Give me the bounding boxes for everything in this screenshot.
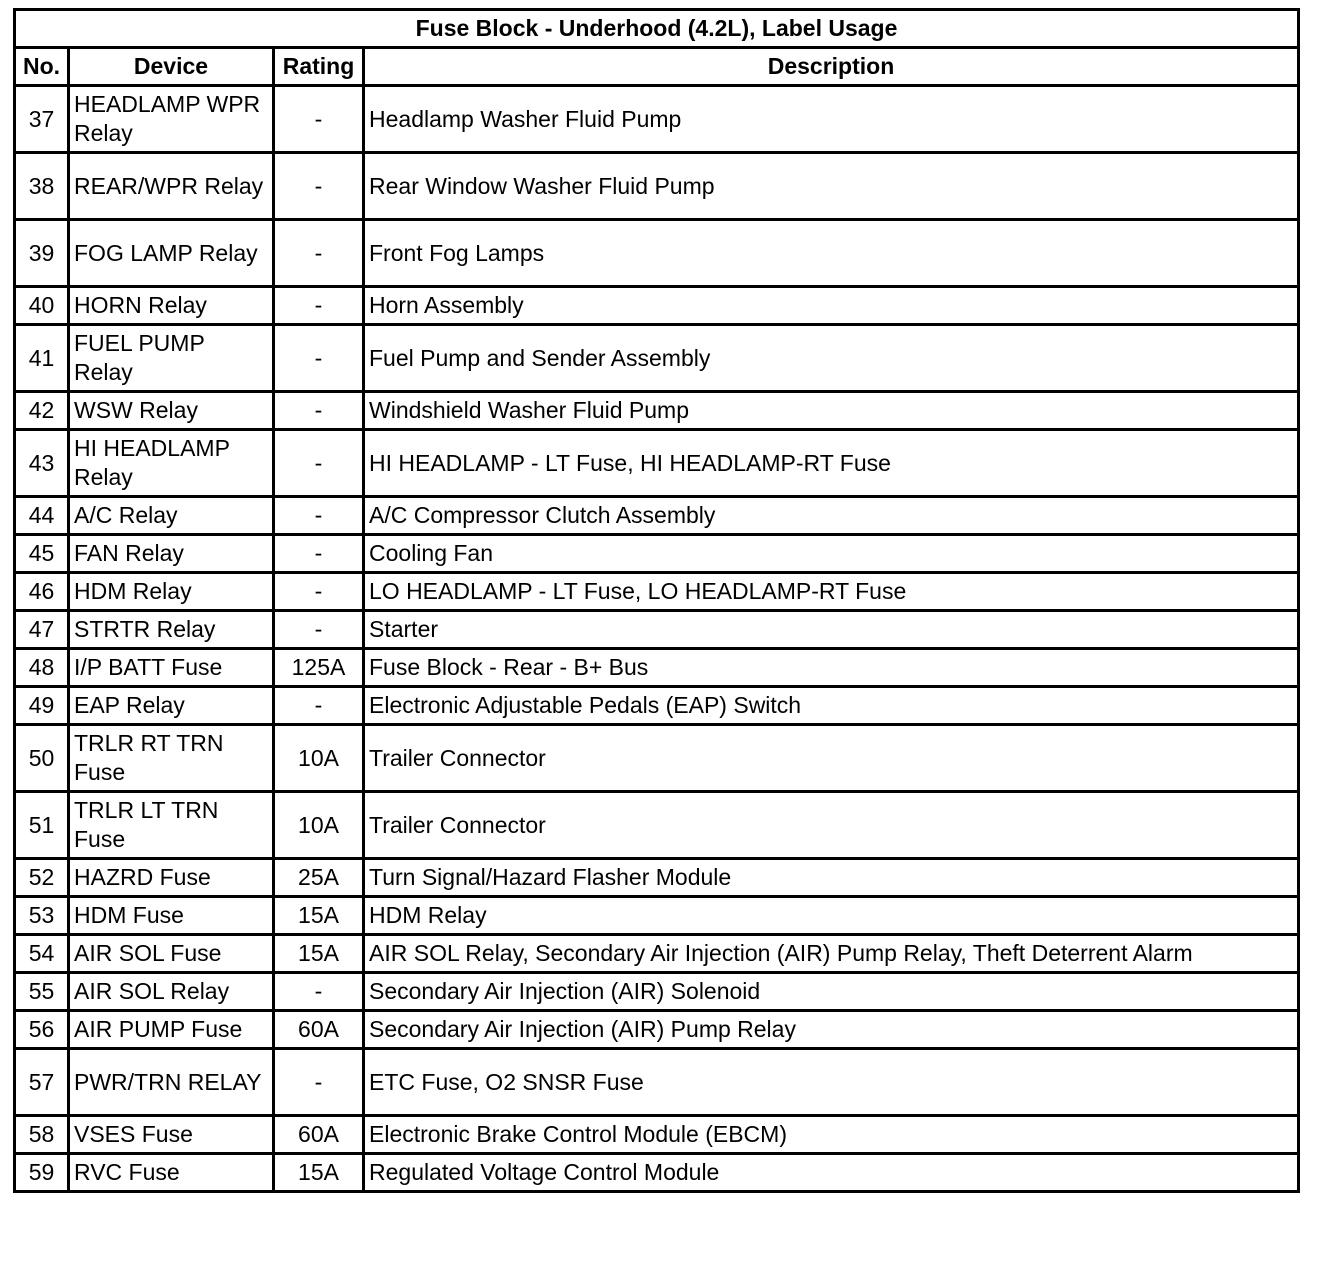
- cell-device: HAZRD Fuse: [69, 859, 274, 897]
- cell-description: Windshield Washer Fluid Pump: [364, 392, 1299, 430]
- fuse-table: [13, 8, 1300, 1193]
- cell-rating: 60A: [274, 1116, 364, 1154]
- cell-description: Starter: [364, 611, 1299, 649]
- cell-device: FOG LAMP Relay: [69, 220, 274, 287]
- cell-description: Electronic Brake Control Module (EBCM): [364, 1116, 1299, 1154]
- cell-no: 43: [15, 430, 69, 497]
- cell-no: 37: [15, 86, 69, 153]
- cell-no: 42: [15, 392, 69, 430]
- cell-device: REAR/WPR Relay: [69, 153, 274, 220]
- cell-device: RVC Fuse: [69, 1154, 274, 1192]
- cell-no: 44: [15, 497, 69, 535]
- cell-description: Headlamp Washer Fluid Pump: [364, 86, 1299, 153]
- cell-rating: -: [274, 973, 364, 1011]
- cell-device: TRLR RT TRN Fuse: [69, 725, 274, 792]
- table-row: [15, 535, 1299, 573]
- cell-description: Secondary Air Injection (AIR) Pump Relay: [364, 1011, 1299, 1049]
- header-description: Description: [364, 48, 1299, 86]
- table-row: [15, 573, 1299, 611]
- cell-rating: -: [274, 430, 364, 497]
- cell-description: Trailer Connector: [364, 792, 1299, 859]
- cell-no: 52: [15, 859, 69, 897]
- cell-description: A/C Compressor Clutch Assembly: [364, 497, 1299, 535]
- cell-no: 50: [15, 725, 69, 792]
- cell-rating: 15A: [274, 897, 364, 935]
- table-row: [15, 392, 1299, 430]
- cell-no: 54: [15, 935, 69, 973]
- cell-description: Fuse Block - Rear - B+ Bus: [364, 649, 1299, 687]
- table-row: [15, 1049, 1299, 1116]
- cell-no: 56: [15, 1011, 69, 1049]
- cell-no: 38: [15, 153, 69, 220]
- table-row: [15, 649, 1299, 687]
- cell-no: 58: [15, 1116, 69, 1154]
- cell-rating: -: [274, 1049, 364, 1116]
- cell-device: AIR SOL Relay: [69, 973, 274, 1011]
- cell-description: LO HEADLAMP - LT Fuse, LO HEADLAMP-RT Fuse: [364, 573, 1299, 611]
- cell-rating: 25A: [274, 859, 364, 897]
- cell-description: Cooling Fan: [364, 535, 1299, 573]
- cell-description: Rear Window Washer Fluid Pump: [364, 153, 1299, 220]
- table-row: [15, 897, 1299, 935]
- table-row: [15, 497, 1299, 535]
- cell-device: HDM Fuse: [69, 897, 274, 935]
- table-row: [15, 792, 1299, 859]
- cell-no: 55: [15, 973, 69, 1011]
- cell-device: A/C Relay: [69, 497, 274, 535]
- cell-rating: -: [274, 220, 364, 287]
- cell-rating: -: [274, 153, 364, 220]
- cell-no: 45: [15, 535, 69, 573]
- cell-rating: -: [274, 535, 364, 573]
- table-row: [15, 220, 1299, 287]
- table-title: Fuse Block - Underhood (4.2L), Label Usage: [15, 10, 1299, 48]
- cell-description: AIR SOL Relay, Secondary Air Injection (AIR) Pump Relay, Theft Deterrent Alarm: [364, 935, 1299, 973]
- cell-no: 53: [15, 897, 69, 935]
- cell-no: 51: [15, 792, 69, 859]
- cell-device: HI HEADLAMP Relay: [69, 430, 274, 497]
- cell-rating: -: [274, 497, 364, 535]
- cell-device: STRTR Relay: [69, 611, 274, 649]
- table-row: [15, 859, 1299, 897]
- header-no: No.: [15, 48, 69, 86]
- cell-description: Trailer Connector: [364, 725, 1299, 792]
- cell-device: AIR SOL Fuse: [69, 935, 274, 973]
- cell-no: 46: [15, 573, 69, 611]
- cell-no: 49: [15, 687, 69, 725]
- cell-no: 59: [15, 1154, 69, 1192]
- table-row: [15, 1154, 1299, 1192]
- cell-rating: 125A: [274, 649, 364, 687]
- cell-description: HI HEADLAMP - LT Fuse, HI HEADLAMP-RT Fuse: [364, 430, 1299, 497]
- table-row: [15, 687, 1299, 725]
- cell-description: Horn Assembly: [364, 287, 1299, 325]
- cell-no: 41: [15, 325, 69, 392]
- cell-no: 39: [15, 220, 69, 287]
- table-row: [15, 1116, 1299, 1154]
- cell-description: Turn Signal/Hazard Flasher Module: [364, 859, 1299, 897]
- cell-no: 47: [15, 611, 69, 649]
- table-row: [15, 935, 1299, 973]
- table-row: [15, 1011, 1299, 1049]
- header-device: Device: [69, 48, 274, 86]
- cell-description: ETC Fuse, O2 SNSR Fuse: [364, 1049, 1299, 1116]
- cell-rating: 15A: [274, 935, 364, 973]
- cell-device: I/P BATT Fuse: [69, 649, 274, 687]
- cell-description: Regulated Voltage Control Module: [364, 1154, 1299, 1192]
- table-row: [15, 325, 1299, 392]
- cell-rating: -: [274, 392, 364, 430]
- cell-description: HDM Relay: [364, 897, 1299, 935]
- cell-rating: -: [274, 687, 364, 725]
- cell-rating: 10A: [274, 792, 364, 859]
- cell-description: Electronic Adjustable Pedals (EAP) Switch: [364, 687, 1299, 725]
- cell-device: FAN Relay: [69, 535, 274, 573]
- cell-description: Fuel Pump and Sender Assembly: [364, 325, 1299, 392]
- cell-rating: 60A: [274, 1011, 364, 1049]
- header-rating: Rating: [274, 48, 364, 86]
- cell-device: PWR/TRN RELAY: [69, 1049, 274, 1116]
- cell-rating: -: [274, 611, 364, 649]
- cell-device: WSW Relay: [69, 392, 274, 430]
- cell-device: AIR PUMP Fuse: [69, 1011, 274, 1049]
- cell-rating: 15A: [274, 1154, 364, 1192]
- cell-rating: -: [274, 287, 364, 325]
- cell-device: HDM Relay: [69, 573, 274, 611]
- table-row: [15, 611, 1299, 649]
- cell-device: HEADLAMP WPR Relay: [69, 86, 274, 153]
- cell-rating: -: [274, 325, 364, 392]
- cell-no: 48: [15, 649, 69, 687]
- table-row: [15, 973, 1299, 1011]
- cell-device: TRLR LT TRN Fuse: [69, 792, 274, 859]
- table-row: [15, 725, 1299, 792]
- cell-no: 57: [15, 1049, 69, 1116]
- table-row: [15, 86, 1299, 153]
- table-row: [15, 153, 1299, 220]
- cell-no: 40: [15, 287, 69, 325]
- cell-rating: -: [274, 86, 364, 153]
- table-row: [15, 430, 1299, 497]
- cell-description: Front Fog Lamps: [364, 220, 1299, 287]
- cell-device: HORN Relay: [69, 287, 274, 325]
- cell-device: FUEL PUMP Relay: [69, 325, 274, 392]
- cell-device: VSES Fuse: [69, 1116, 274, 1154]
- cell-rating: -: [274, 573, 364, 611]
- cell-device: EAP Relay: [69, 687, 274, 725]
- cell-rating: 10A: [274, 725, 364, 792]
- cell-description: Secondary Air Injection (AIR) Solenoid: [364, 973, 1299, 1011]
- table-row: [15, 287, 1299, 325]
